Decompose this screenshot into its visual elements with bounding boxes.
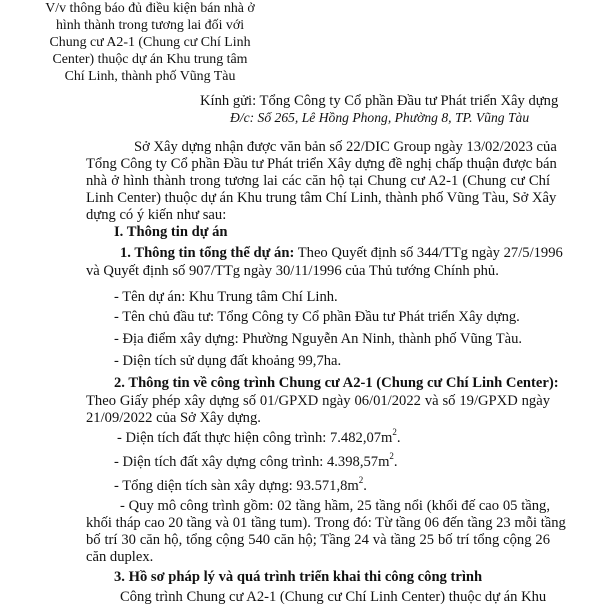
list-item: - Tên chủ đầu tư: Tổng Công ty Cổ phần Đầu tư Phát triển Xây dựng. <box>114 309 520 325</box>
overview-text: Theo Quyết định số 344/TTg ngày 27/5/1996 <box>294 245 563 261</box>
subject-line: V/v thông báo đủ điều kiện bán nhà ở <box>45 1 255 16</box>
subject-line: Chung cư A2-1 (Chung cư Chí Linh <box>49 35 251 50</box>
list-item: - Diện tích sử dụng đất khoảng 99,7ha. <box>114 353 342 369</box>
list-item: - Địa điểm xây dựng: Phường Nguyễn An Ninh, thành phố Vũng Tàu. <box>114 331 523 347</box>
intro-line: Tổng Công ty Cổ phần Đầu tư Phát triển Xây dựng đề nghị chấp thuận được bán <box>86 156 557 172</box>
section-heading: 2. Thông tin về công trình Chung cư A2-1 (Chung cư Chí Linh Center): <box>114 375 559 391</box>
scale-line: khối tháp cao 20 tầng và 01 tầng tum). Trong đó: Từ tầng 06 đến tầng 23 mỗi tầng <box>86 515 566 531</box>
recipient-address: Đ/c: Số 265, Lê Hồng Phong, Phường 8, TP. Vũng Tàu <box>230 110 530 125</box>
overview-line: và Quyết định số 907/TTg ngày 30/11/1996 của Thủ tướng Chính phủ. <box>86 263 499 279</box>
intro-line: Sở Xây dựng nhận được văn bản số 22/DIC Group ngày 13/02/2023 của <box>134 139 557 155</box>
subject-line: Chí Linh, thành phố Vũng Tàu <box>64 69 236 84</box>
land-area: - Diện tích đất thực hiện công trình: $7.482,07m^2$. <box>117 427 401 446</box>
recipient-line: Kính gửi: Tổng Công ty Cổ phần Đầu tư Phát triển Xây dựng <box>200 93 559 109</box>
scale-line: - Quy mô công trình gồm: 02 tầng hầm, 25 tầng nổi (khối đế cao 05 tầng, <box>120 498 550 514</box>
build-area: - Diện tích đất xây dựng công trình: $4.398,57m^2$. <box>114 451 398 470</box>
permit-line: Theo Giấy phép xây dựng số 01/GPXD ngày 06/01/2022 và số 19/GPXD ngày <box>86 393 550 409</box>
intro-line: nhà ở hình thành trong tương lai các căn hộ tại Chung cư A2-1 (Chung cư Chí <box>86 173 550 189</box>
intro-line: dựng có ý kiến như sau: <box>86 207 227 223</box>
subject-line: Center) thuộc dự án Khu trung tâm <box>52 52 248 67</box>
section3-text: Công trình Chung cư A2-1 (Chung cư Chí Linh Center) thuộc dự án Khu <box>120 589 547 605</box>
project-overview <box>120 244 563 263</box>
scale-line: bố trí 30 căn hộ, tổng cộng 540 căn hộ; Tầng 24 và tầng 25 bố trí tổng cộng 26 <box>86 532 550 548</box>
floor-area: - Tổng diện tích sàn xây dựng: $93.571,8m^2$. <box>114 475 367 494</box>
overview-label: 1. Thông tin tổng thể dự án: <box>120 245 295 261</box>
section-heading: 3. Hồ sơ pháp lý và quá trình triển khai thi công công trình <box>114 569 483 585</box>
subject-line: hình thành trong tương lai đối với <box>55 18 245 33</box>
permit-line: 21/09/2022 của Sở Xây dựng. <box>86 410 261 426</box>
section-heading: I. Thông tin dự án <box>114 224 228 240</box>
scale-line: căn duplex. <box>86 549 154 565</box>
list-item: - Tên dự án: Khu Trung tâm Chí Linh. <box>114 289 338 305</box>
intro-line: Linh Center) thuộc dự án Khu trung tâm Chí Linh, thành phố Vũng Tàu, Sở Xây <box>86 190 557 206</box>
